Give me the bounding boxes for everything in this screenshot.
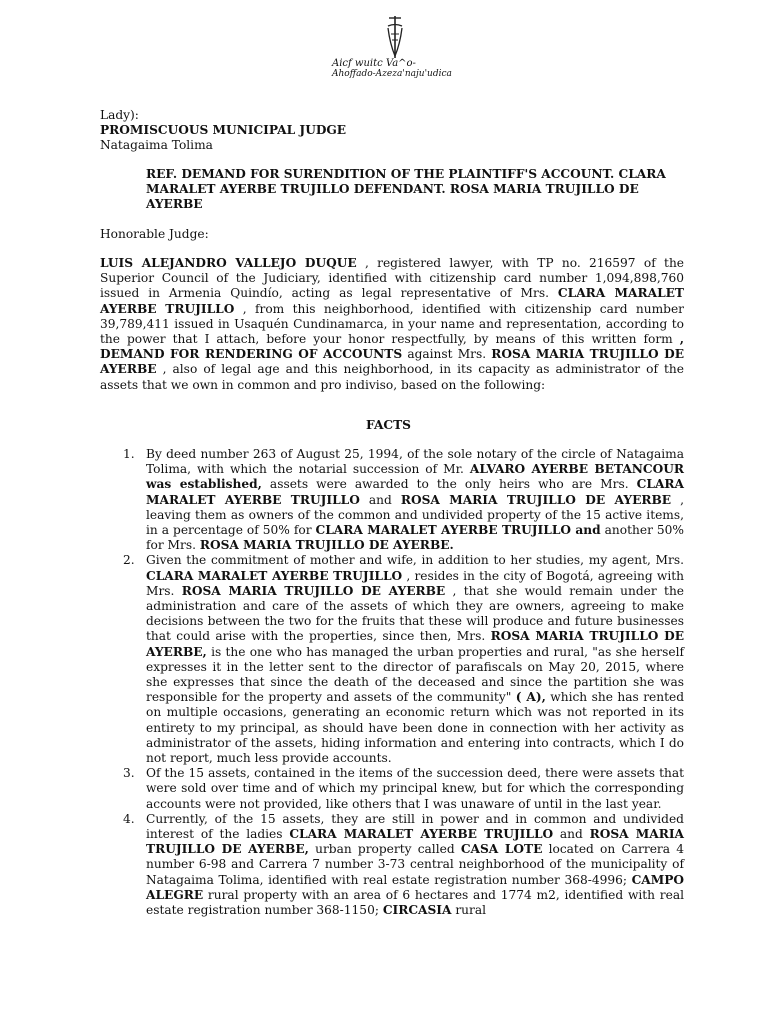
fact-bold: ALVARO AYERBE BETANCOUR was established, [146, 462, 684, 492]
fact-text: which she has rented on multiple occasions, generating an economic return which was not reported in its entirety to my principal, as should have been done in connection with her activity as administrator of the assets, hiding information and entering into contracts, which I do not report, much less provide accounts. [146, 690, 684, 766]
recipient-title: PROMISCUOUS MUNICIPAL JUDGE [100, 123, 347, 138]
fact-item [100, 812, 684, 918]
letterhead-line1: Aicf wuitc Va^o- [332, 58, 416, 69]
fact-bold: CLARA MARALET AYERBE TRUJILLO [289, 827, 554, 842]
fact-text: , that she would remain under the administration and care of the assets of which they are owners, agreeing to make decisions between the two for the fruits that these will produce and future businesses that could arise with the properties, since then, Mrs. [146, 583, 685, 644]
lawyer-name: LUIS ALEJANDRO VALLEJO DUQUE [100, 256, 357, 270]
intro-text: , also of legal age and this neighborhood, in its capacity as administrator of the assets that we own in common and pro indiviso, based on the following: [100, 362, 684, 392]
letterhead-line2: Ahoffado-Azeza'naju'udica [332, 69, 452, 79]
fact-bold: CAMPO ALEGRE [146, 872, 684, 902]
intro-text: , from this neighborhood, identified with citizenship card number 39,789,411 issued in Usaquén Cundinamarca, in your name and representation, according to the power that I attach, before your honor respectfully, by means of this written form [100, 301, 684, 347]
reference-line: REF. DEMAND FOR SURENDITION OF THE PLAINTIFF'S ACCOUNT. CLARA MARALET AYERBE TRUJILLO DEFENDANT. ROSA MARIA TRUJILLO DE AYERBE [146, 167, 666, 212]
fact-bold: CLARA MARALET AYERBE TRUJILLO [146, 477, 684, 507]
fact-text: assets were awarded to the only heirs who are Mrs. [261, 477, 637, 492]
fact-number: 4. [123, 811, 135, 826]
fact-text: Of the 15 assets, contained in the items of the succession deed, there were assets that were sold over time and of which my principal knew, but for which the corresponding accounts were not provided, like others that I was unaware of until in the last year. [146, 766, 684, 811]
facts-list [100, 447, 684, 918]
fact-text: rural [451, 903, 487, 918]
fact-text: By deed number 263 of August 25, 1994, of the sole notary of the circle of Natagaima Tolima, with which the notarial succession of Mr. [146, 447, 684, 477]
recipient-block [100, 108, 346, 154]
fact-bold: CASA LOTE [460, 842, 543, 857]
fact-item [100, 447, 684, 553]
intro-text: , registered lawyer, with TP no. 216597 of the Superior Council of the Judiciary, identified with citizenship card number 1,094,898,760 issued in Armenia Quindío, acting as legal representative of Mrs. [100, 256, 685, 301]
fact-item [100, 766, 684, 812]
facts-heading: FACTS [366, 418, 411, 432]
fact-bold: ROSA MARIA TRUJILLO DE AYERBE, [146, 827, 685, 857]
fact-text: Currently, of the 15 assets, they are still in power and in common and undivided interest of the ladies [146, 811, 684, 842]
fact-text: and [359, 492, 401, 507]
fact-bold: ROSA MARIA TRUJILLO DE AYERBE. [199, 538, 454, 553]
intro-paragraph [100, 256, 684, 393]
fact-number: 1. [123, 447, 135, 461]
fact-bold: ROSA MARIA TRUJILLO DE AYERBE [181, 583, 446, 598]
demand-title: , DEMAND FOR RENDERING OF ACCOUNTS [100, 332, 684, 362]
fact-text: another 50% for Mrs. [146, 523, 684, 553]
recipient-salutation: Lady): [100, 108, 139, 122]
fact-text: urban property called [308, 842, 461, 857]
fact-number: 2. [123, 553, 135, 568]
fact-text: located on Carrera 4 number 6-98 and Carrera 7 number 3-73 central neighborhood of the municipality of Natagaima Tolima, identified with real estate registration number 368-4996; [146, 842, 684, 887]
fact-text: and [553, 827, 590, 842]
fact-text: , resides in the city of Bogotá, agreeing with Mrs. [146, 568, 684, 598]
fact-text: is the one who has managed the urban properties and rural, "as she herself expresses it in the letter sent to the director of parafiscals on May 20, 2015, where she expresses that since the death of the deceased and since the partition she was responsible for the property and assets of the community" [146, 644, 684, 705]
greeting: Honorable Judge: [100, 227, 209, 241]
fact-bold: CLARA MARALET AYERBE TRUJILLO and [315, 523, 601, 538]
fact-number: 3. [123, 766, 135, 781]
law-firm-logo-icon [380, 14, 410, 60]
fact-text: , leaving them as owners of the common and undivided property of the 15 active items, in a percentage of 50% for [146, 492, 685, 538]
fact-text: rural property with an area of 6 hectares and 1774 m2, identified with real estate registration number 368-1150; [146, 887, 684, 918]
fact-item [100, 553, 684, 766]
fact-bold: CLARA MARALET AYERBE TRUJILLO [146, 568, 403, 583]
defendant-name: ROSA MARIA TRUJILLO DE AYERBE [100, 347, 684, 377]
intro-text: against Mrs. [402, 347, 492, 362]
plaintiff-name: CLARA MARALET AYERBE TRUJILLO [100, 286, 684, 316]
fact-bold: ( A), [515, 690, 546, 705]
fact-bold: ROSA MARIA TRUJILLO DE AYERBE [400, 492, 672, 507]
recipient-location: Natagaima Tolima [100, 138, 213, 153]
fact-bold: CIRCASIA [382, 903, 452, 918]
fact-bold: ROSA MARIA TRUJILLO DE AYERBE, [146, 629, 684, 659]
fact-text: Given the commitment of mother and wife, in addition to her studies, my agent, Mrs. [146, 553, 684, 568]
